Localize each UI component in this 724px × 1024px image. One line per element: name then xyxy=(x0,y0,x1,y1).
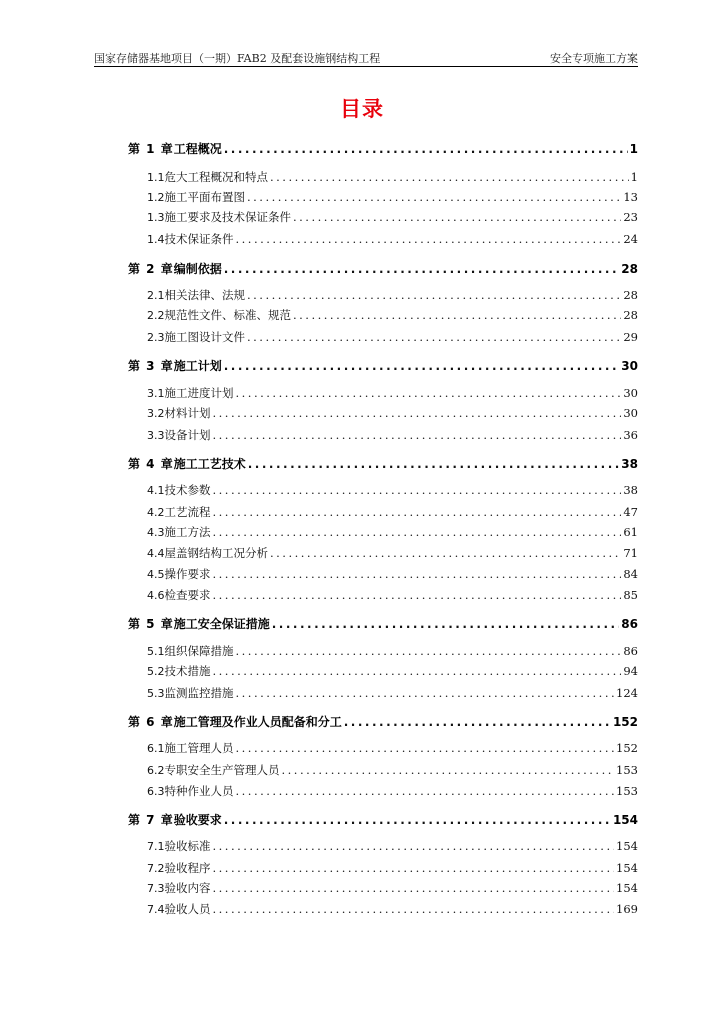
toc-entry-page-number: 153 xyxy=(616,784,638,798)
toc-section-entry[interactable] xyxy=(147,405,638,421)
toc-chapter-entry[interactable] xyxy=(128,260,638,276)
toc-entry-title: 检查要求 xyxy=(164,588,211,602)
toc-entry-page-number: 1 xyxy=(629,142,638,156)
toc-chapter-entry[interactable] xyxy=(128,811,638,827)
toc-entry-title: 施工进度计划 xyxy=(164,386,234,400)
toc-section-entry[interactable] xyxy=(147,231,638,247)
toc-entry-number: 7.4 xyxy=(147,903,165,916)
page-title: 目录 xyxy=(340,97,384,121)
toc-section-entry[interactable] xyxy=(147,504,638,520)
toc-entry-number: 第 5 章 xyxy=(128,617,174,631)
toc-entry-page-number: 28 xyxy=(621,262,638,276)
toc-entry-page-number: 154 xyxy=(616,839,638,853)
toc-dot-leader xyxy=(236,232,622,246)
toc-entry-number: 4.4 xyxy=(147,547,165,560)
toc-dot-leader xyxy=(213,902,615,916)
toc-entry-number: 第 1 章 xyxy=(128,142,174,156)
toc-entry-number: 2.3 xyxy=(147,331,165,344)
toc-entry-page-number: 29 xyxy=(623,330,638,344)
toc-section-entry[interactable] xyxy=(147,901,638,917)
toc-entry-page-number: 38 xyxy=(621,457,638,471)
toc-entry-title: 工程概况 xyxy=(173,142,222,156)
toc-entry-page-number: 28 xyxy=(623,288,638,302)
toc-dot-leader xyxy=(293,308,621,322)
toc-dot-leader xyxy=(213,861,615,875)
toc-entry-number: 1.4 xyxy=(147,233,165,246)
toc-entry-title: 验收人员 xyxy=(164,902,211,916)
toc-entry-page-number: 152 xyxy=(612,715,638,729)
toc-entry-page-number: 13 xyxy=(623,190,638,204)
toc-entry-number: 2.2 xyxy=(147,309,165,322)
toc-entry-title: 工艺流程 xyxy=(164,505,211,519)
toc-entry-number: 2.1 xyxy=(147,289,165,302)
toc-entry-title: 验收内容 xyxy=(164,881,211,895)
toc-entry-page-number: 30 xyxy=(623,386,638,400)
toc-entry-title: 施工图设计文件 xyxy=(164,330,245,344)
toc-entry-page-number: 38 xyxy=(623,483,638,497)
toc-entry-page-number: 86 xyxy=(621,617,638,631)
toc-entry-title: 操作要求 xyxy=(164,567,211,581)
toc-entry-page-number: 24 xyxy=(623,232,638,246)
toc-entry-title: 技术措施 xyxy=(164,664,211,678)
toc-dot-leader xyxy=(213,406,622,420)
toc-entry-number: 7.2 xyxy=(147,862,165,875)
toc-entry-number: 第 4 章 xyxy=(128,457,174,471)
toc-section-entry[interactable] xyxy=(147,307,638,323)
toc-section-entry[interactable] xyxy=(147,482,638,498)
toc-chapter-entry[interactable] xyxy=(128,357,638,373)
toc-entry-title: 屋盖钢结构工况分析 xyxy=(164,546,268,560)
toc-entry-number: 4.3 xyxy=(147,526,165,539)
toc-section-entry[interactable] xyxy=(147,860,638,876)
toc-section-entry[interactable] xyxy=(147,169,638,185)
toc-section-entry[interactable] xyxy=(147,838,638,854)
toc-entry-number: 4.1 xyxy=(147,484,165,497)
toc-entry-title: 施工管理及作业人员配备和分工 xyxy=(173,715,342,729)
toc-dot-leader xyxy=(236,644,622,658)
toc-section-entry[interactable] xyxy=(147,329,638,345)
toc-entry-title: 技术保证条件 xyxy=(164,232,234,246)
toc-entry-title: 施工计划 xyxy=(173,359,222,373)
toc-entry-number: 5.2 xyxy=(147,665,165,678)
toc-entry-title: 编制依据 xyxy=(173,262,222,276)
toc-section-entry[interactable] xyxy=(147,685,638,701)
toc-entry-title: 专职安全生产管理人员 xyxy=(164,763,280,777)
toc-entry-page-number: 47 xyxy=(623,505,638,519)
toc-dot-leader xyxy=(213,664,622,678)
toc-entry-page-number: 30 xyxy=(621,359,638,373)
toc-entry-number: 3.1 xyxy=(147,387,165,400)
toc-entry-number: 1.3 xyxy=(147,211,165,224)
toc-entry-title: 施工安全保证措施 xyxy=(173,617,270,631)
toc-section-entry[interactable] xyxy=(147,643,638,659)
toc-entry-page-number: 153 xyxy=(616,763,638,777)
toc-entry-number: 5.3 xyxy=(147,687,165,700)
toc-entry-page-number: 154 xyxy=(616,881,638,895)
toc-entry-page-number: 154 xyxy=(612,813,638,827)
toc-dot-leader xyxy=(213,839,615,853)
toc-entry-page-number: 169 xyxy=(616,902,638,916)
toc-entry-number: 4.5 xyxy=(147,568,165,581)
toc-entry-number: 3.2 xyxy=(147,407,165,420)
toc-dot-leader xyxy=(282,763,615,777)
toc-entry-page-number: 84 xyxy=(623,567,638,581)
toc-entry-title: 施工工艺技术 xyxy=(173,457,246,471)
toc-dot-leader xyxy=(236,386,622,400)
toc-entry-page-number: 71 xyxy=(623,546,638,560)
toc-entry-title: 危大工程概况和特点 xyxy=(164,170,268,184)
toc-entry-title: 监测监控措施 xyxy=(164,686,234,700)
toc-entry-number: 6.2 xyxy=(147,764,165,777)
toc-entry-number: 第 7 章 xyxy=(128,813,174,827)
toc-entry-number: 5.1 xyxy=(147,645,165,658)
toc-entry-page-number: 86 xyxy=(623,644,638,658)
toc-dot-leader xyxy=(213,567,622,581)
toc-dot-leader xyxy=(213,525,622,539)
toc-dot-leader xyxy=(224,359,620,373)
toc-chapter-entry[interactable] xyxy=(128,455,638,471)
toc-dot-leader xyxy=(247,190,621,204)
toc-dot-leader xyxy=(247,288,621,302)
toc-section-entry[interactable] xyxy=(147,880,638,896)
toc-entry-title: 验收程序 xyxy=(164,861,211,875)
toc-entry-page-number: 154 xyxy=(616,861,638,875)
toc-entry-number: 第 2 章 xyxy=(128,262,174,276)
toc-dot-leader xyxy=(236,741,615,755)
toc-section-entry[interactable] xyxy=(147,783,638,799)
toc-entry-title: 特种作业人员 xyxy=(164,784,234,798)
toc-dot-leader xyxy=(248,457,620,471)
toc-dot-leader xyxy=(247,330,621,344)
toc-entry-number: 6.1 xyxy=(147,742,165,755)
toc-dot-leader xyxy=(293,210,621,224)
toc-entry-page-number: 36 xyxy=(623,428,638,442)
toc-entry-title: 施工管理人员 xyxy=(164,741,234,755)
toc-entry-number: 7.1 xyxy=(147,840,165,853)
toc-dot-leader xyxy=(213,505,622,519)
toc-section-entry[interactable] xyxy=(147,566,638,582)
toc-dot-leader xyxy=(344,715,611,729)
toc-chapter-entry[interactable] xyxy=(128,713,638,729)
toc-section-entry[interactable] xyxy=(147,587,638,603)
toc-dot-leader xyxy=(213,588,622,602)
toc-entry-number: 3.3 xyxy=(147,429,165,442)
toc-entry-title: 相关法律、法规 xyxy=(164,288,245,302)
toc-chapter-entry[interactable] xyxy=(128,140,638,156)
toc-entry-title: 施工要求及技术保证条件 xyxy=(164,210,291,224)
toc-entry-page-number: 152 xyxy=(616,741,638,755)
toc-dot-leader xyxy=(236,686,615,700)
toc-section-entry[interactable] xyxy=(147,427,638,443)
toc-entry-page-number: 1 xyxy=(630,170,638,184)
toc-section-entry[interactable] xyxy=(147,545,638,561)
toc-entry-number: 第 3 章 xyxy=(128,359,174,373)
toc-section-entry[interactable] xyxy=(147,385,638,401)
toc-section-entry[interactable] xyxy=(147,189,638,205)
toc-entry-title: 验收标准 xyxy=(164,839,211,853)
toc-entry-title: 设备计划 xyxy=(164,428,211,442)
toc-entry-number: 6.3 xyxy=(147,785,165,798)
toc-entry-title: 组织保障措施 xyxy=(164,644,234,658)
toc-dot-leader xyxy=(213,428,622,442)
toc-entry-title: 验收要求 xyxy=(173,813,222,827)
toc-entry-page-number: 61 xyxy=(623,525,638,539)
toc-section-entry[interactable] xyxy=(147,287,638,303)
toc-section-entry[interactable] xyxy=(147,524,638,540)
toc-entry-title: 材料计划 xyxy=(164,406,211,420)
toc-section-entry[interactable] xyxy=(147,663,638,679)
toc-dot-leader xyxy=(224,142,628,156)
toc-dot-leader xyxy=(224,813,611,827)
toc-entry-page-number: 30 xyxy=(623,406,638,420)
toc-dot-leader xyxy=(236,784,615,798)
toc-entry-title: 施工平面布置图 xyxy=(164,190,245,204)
toc-entry-number: 1.1 xyxy=(147,171,165,184)
toc-dot-leader xyxy=(213,881,615,895)
toc-section-entry[interactable] xyxy=(147,762,638,778)
toc-entry-number: 1.2 xyxy=(147,191,165,204)
toc-dot-leader xyxy=(224,262,620,276)
toc-entry-page-number: 94 xyxy=(623,664,638,678)
toc-dot-leader xyxy=(270,170,629,184)
toc-entry-title: 施工方法 xyxy=(164,525,211,539)
toc-section-entry[interactable] xyxy=(147,209,638,225)
toc-entry-title: 规范性文件、标准、规范 xyxy=(164,308,291,322)
toc-dot-leader xyxy=(270,546,621,560)
toc-section-entry[interactable] xyxy=(147,740,638,756)
toc-entry-number: 7.3 xyxy=(147,882,165,895)
toc-dot-leader xyxy=(272,617,620,631)
toc-entry-title: 技术参数 xyxy=(164,483,211,497)
toc-entry-page-number: 85 xyxy=(623,588,638,602)
toc-entry-page-number: 23 xyxy=(623,210,638,224)
toc-entry-number: 4.2 xyxy=(147,506,165,519)
toc-entry-page-number: 124 xyxy=(616,686,638,700)
toc-entry-page-number: 28 xyxy=(623,308,638,322)
header-project-title: 国家存储器基地项目（一期）FAB2 及配套设施钢结构工程 xyxy=(94,52,381,65)
toc-entry-number: 4.6 xyxy=(147,589,165,602)
toc-entry-number: 第 6 章 xyxy=(128,715,174,729)
header-document-type: 安全专项施工方案 xyxy=(550,52,638,65)
toc-chapter-entry[interactable] xyxy=(128,615,638,631)
toc-dot-leader xyxy=(213,483,622,497)
